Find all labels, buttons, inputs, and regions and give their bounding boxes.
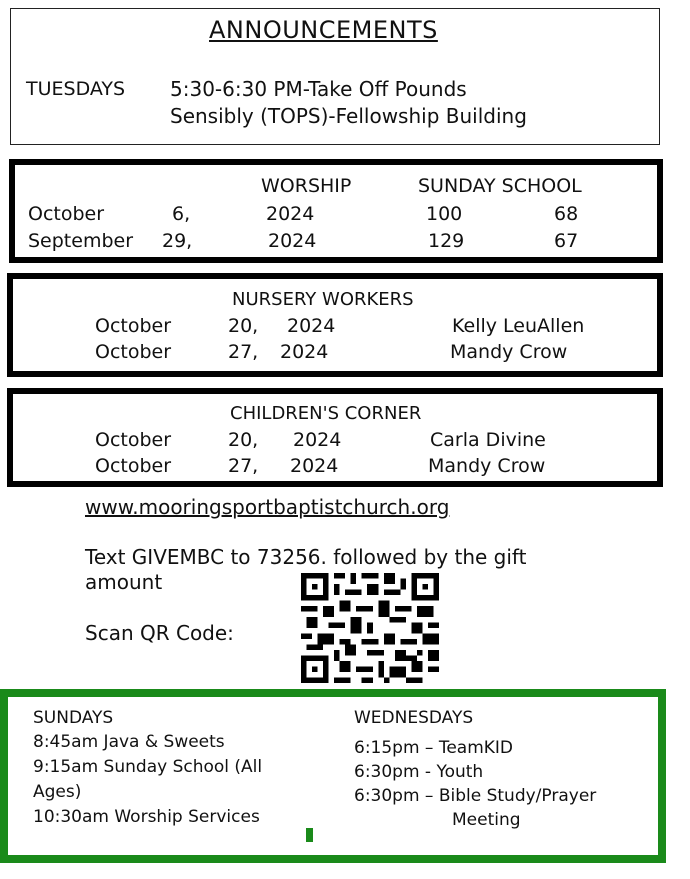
- wednesday-item: 6:15pm – TeamKID: [354, 738, 514, 758]
- nursery-row-name: Mandy Crow: [450, 341, 568, 363]
- children-row-month: October: [95, 429, 172, 451]
- nursery-row-year: 2024: [280, 341, 329, 363]
- qr-code-icon[interactable]: [301, 573, 439, 683]
- sunday-item: Ages): [33, 782, 82, 802]
- announcements-title: ANNOUNCEMENTS: [209, 16, 438, 44]
- children-row-day: 27,: [228, 455, 259, 477]
- announcements-line-1: 5:30-6:30 PM-Take Off Pounds: [170, 77, 467, 101]
- wednesday-item: 6:30pm – Bible Study/Prayer: [354, 786, 597, 806]
- attendance-row-year: 2024: [268, 230, 317, 252]
- sunday-item: 9:15am Sunday School (All: [33, 757, 263, 777]
- sunday-item: 8:45am Java & Sweets: [33, 732, 225, 752]
- children-row-month: October: [95, 455, 172, 477]
- attendance-row-day: 6,: [172, 203, 191, 225]
- wednesday-item: Meeting: [452, 810, 521, 830]
- nursery-row-month: October: [95, 315, 172, 337]
- attendance-row-year: 2024: [266, 203, 315, 225]
- attendance-row-worship: 100: [426, 203, 463, 225]
- nursery-row-name: Kelly LeuAllen: [452, 315, 585, 337]
- sunday-item: 10:30am Worship Services: [33, 807, 260, 827]
- green-marker: [306, 828, 313, 842]
- attendance-row-day: 29,: [162, 230, 193, 252]
- childrens-corner-title: CHILDREN'S CORNER: [230, 403, 422, 424]
- text-to-give-line-2: amount: [85, 570, 163, 594]
- nursery-row-month: October: [95, 341, 172, 363]
- wednesday-item: 6:30pm - Youth: [354, 762, 484, 782]
- qr-label: Scan QR Code:: [85, 621, 234, 645]
- attendance-row-worship: 129: [428, 230, 465, 252]
- attendance-row-month: October: [28, 203, 105, 225]
- nursery-row-day: 20,: [228, 315, 259, 337]
- nursery-row-year: 2024: [287, 315, 336, 337]
- text-to-give-line-1: Text GIVEMBC to 73256. followed by the gift: [85, 545, 527, 569]
- attendance-row-sunday-school: 67: [554, 230, 579, 252]
- children-row-year: 2024: [290, 455, 339, 477]
- children-row-day: 20,: [228, 429, 259, 451]
- announcements-line-2: Sensibly (TOPS)-Fellowship Building: [170, 104, 527, 128]
- worship-header: WORSHIP: [261, 175, 352, 197]
- children-row-name: Carla Divine: [430, 429, 546, 451]
- children-row-year: 2024: [293, 429, 342, 451]
- nursery-title: NURSERY WORKERS: [232, 289, 414, 310]
- wednesdays-heading: WEDNESDAYS: [354, 708, 474, 728]
- children-row-name: Mandy Crow: [428, 455, 546, 477]
- announcements-day: TUESDAYS: [26, 78, 126, 100]
- attendance-row-sunday-school: 68: [554, 203, 579, 225]
- nursery-row-day: 27,: [228, 341, 259, 363]
- sundays-heading: SUNDAYS: [33, 708, 114, 728]
- church-website-link[interactable]: www.mooringsportbaptistchurch.org: [85, 495, 450, 519]
- attendance-row-month: September: [28, 230, 134, 252]
- sunday-school-header: SUNDAY SCHOOL: [418, 175, 582, 197]
